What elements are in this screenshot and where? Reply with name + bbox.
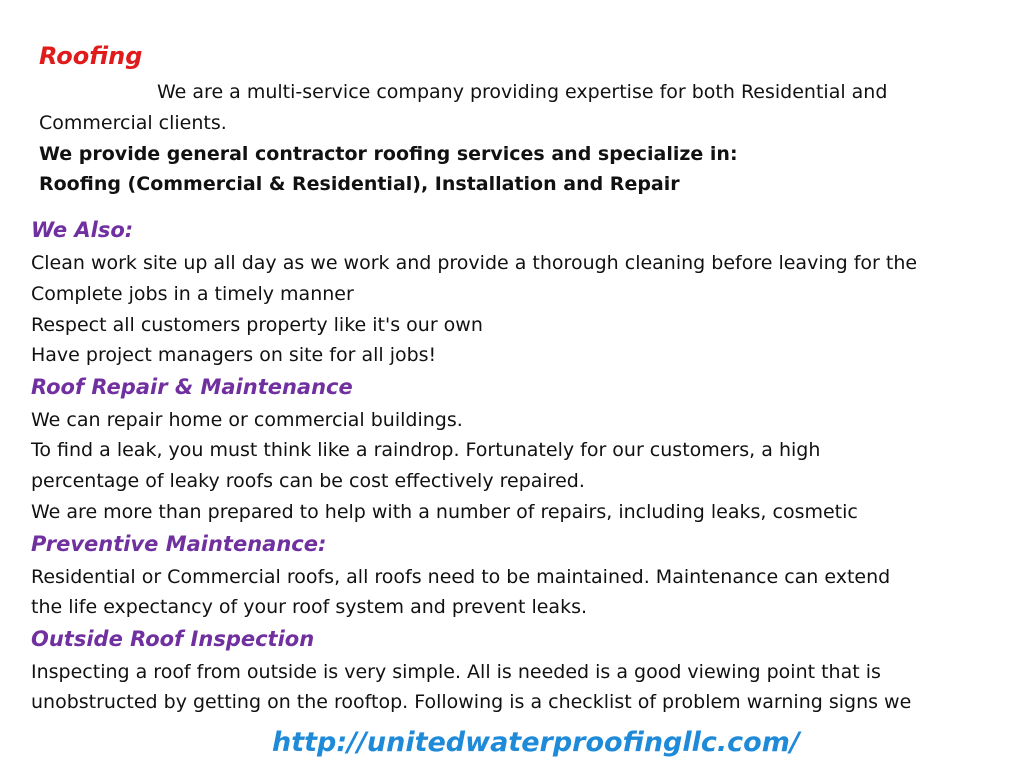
- roof-repair-line: To find a leak, you must think like a raindrop. Fortunately for our customers, a high: [31, 439, 821, 461]
- we-also-item: Complete jobs in a timely manner: [31, 283, 354, 305]
- we-also-heading: We Also:: [31, 218, 134, 242]
- website-link[interactable]: http://unitedwaterproofingllc.com/: [272, 727, 800, 758]
- roofing-heading: Roofing: [39, 42, 143, 70]
- we-also-item: Clean work site up all day as we work and provide a thorough cleaning before leaving for the: [31, 252, 918, 274]
- roof-repair-heading: Roof Repair & Maintenance: [31, 375, 353, 399]
- preventive-maintenance-heading: Preventive Maintenance:: [31, 532, 327, 556]
- we-also-item: Respect all customers property like it's our own: [31, 314, 483, 336]
- specialize-line: We provide general contractor roofing services and specialize in:: [39, 143, 738, 165]
- outside-inspection-heading: Outside Roof Inspection: [31, 627, 315, 651]
- intro-line-2: Commercial clients.: [39, 112, 227, 134]
- roof-repair-line: We can repair home or commercial buildings.: [31, 409, 463, 431]
- we-also-item: Have project managers on site for all jobs!: [31, 344, 437, 366]
- specialties-line: Roofing (Commercial & Residential), Installation and Repair: [39, 173, 680, 195]
- preventive-line: Residential or Commercial roofs, all roofs need to be maintained. Maintenance can extend: [31, 566, 891, 588]
- inspection-line: unobstructed by getting on the rooftop. Following is a checklist of problem warning signs we: [31, 691, 912, 713]
- inspection-line: Inspecting a roof from outside is very simple. All is needed is a good viewing point that is: [31, 661, 881, 683]
- roof-repair-line: percentage of leaky roofs can be cost effectively repaired.: [31, 470, 585, 492]
- roof-repair-line: We are more than prepared to help with a number of repairs, including leaks, cosmetic: [31, 501, 858, 523]
- preventive-line: the life expectancy of your roof system and prevent leaks.: [31, 596, 588, 618]
- intro-line-1: We are a multi-service company providing expertise for both Residential and: [157, 81, 888, 103]
